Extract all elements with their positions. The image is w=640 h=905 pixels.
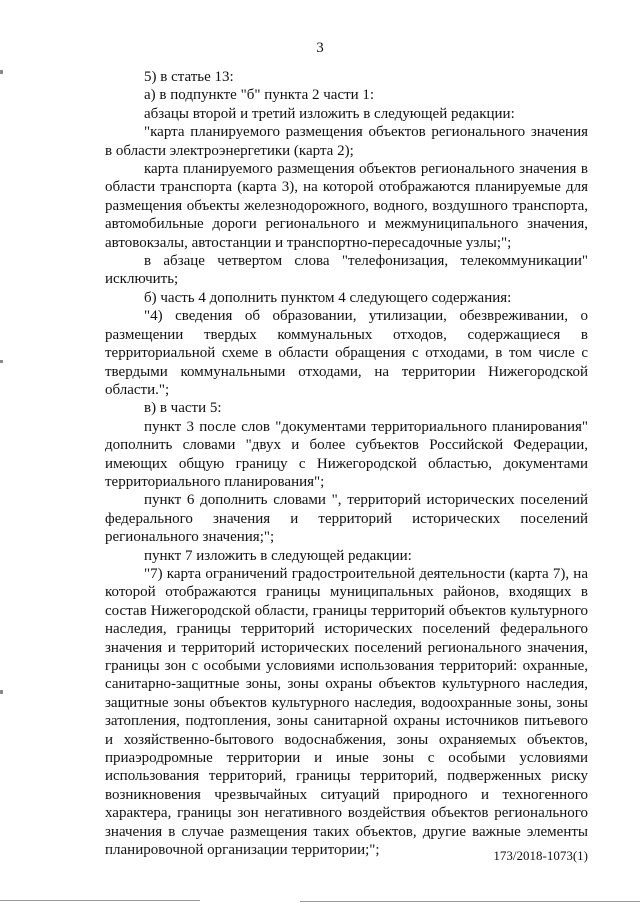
paragraph: пункт 6 дополнить словами ", территорий исторических поселений федерального значения и территорий исторических поселений регионального значения;"; [105,492,588,546]
paragraph: "карта планируемого размещения объектов регионального значения в области электроэнергетики (карта 2); [105,124,588,159]
paragraph: "4) сведения об образовании, утилизации, обезвреживании, о размещении твердых коммунальных отходов, содержащиеся в территориальной схеме в области обращения с отходами, в том числе с твердыми коммунальными отходами, на территории Нижегородской области."; [105,308,588,398]
left-scan-mark [0,360,3,363]
left-scan-mark [0,690,3,694]
document-body [105,68,588,859]
paragraph: 5) в статье 13: [144,69,234,85]
paragraph: в абзаце четвертом слова "телефонизация, телекоммуникации" исключить; [105,253,588,288]
bottom-scan-edge [0,900,200,901]
paragraph: а) в подпункте "б" пункта 2 части 1: [144,87,375,104]
paragraph: в) в части 5: [144,400,222,417]
paragraph: карта планируемого размещения объектов регионального значения в области транспорта (карта 3), на которой отображаются планируемые для размещения объекты железнодорожного, водного, воздушного транспорта, автомобильные дороги регионального и межмуниципального значения, автовокзалы, автостанции и транспортно-пересадочные узлы;"; [105,161,588,251]
paragraph: "7) карта ограничений градостроительной деятельности (карта 7), на которой отображаются границы муниципальных районов, входящих в состав Нижегородской области, границы территорий объектов культурного наследия, границы территорий исторических поселений федерального значения и территорий исторических поселений регионального значения, границы зон с особыми условиями использования территорий: охранные, санитарно-защитные зоны, зоны охраны объектов культурного наследия, защитные зоны объектов культурного наследия, водоохранные зоны, зоны затопления, подтопления, зоны санитарной охраны источников питьевого и хозяйственно-бытового водоснабжения, зоны охраняемых объектов, приаэродромные территории и иные зоны с особыми условиями использования территорий, границы территорий, подверженных риску возникновения чрезвычайных ситуаций природного и техногенного характера, границы зон негативного воздействия объектов регионального значения в случае размещения таких объектов, другие важные элементы планировочной организации территории;"; [105,565,588,859]
paragraph: пункт 3 после слов "документами территориального планирования" дополнить словами "двух и более субъектов Российской Федерации, имеющих общую границу с Нижегородской областью, документами территориального планирования"; [105,418,588,490]
document-code: 173/2018-1073(1) [493,848,588,863]
page-number: 3 [316,40,324,56]
bottom-scan-edge [300,901,640,902]
left-scan-mark [0,70,3,74]
paragraph: абзацы второй и третий изложить в следующей редакции: [144,105,515,122]
paragraph: пункт 7 изложить в следующей редакции: [144,547,412,564]
paragraph: б) часть 4 дополнить пунктом 4 следующего содержания: [144,289,512,306]
